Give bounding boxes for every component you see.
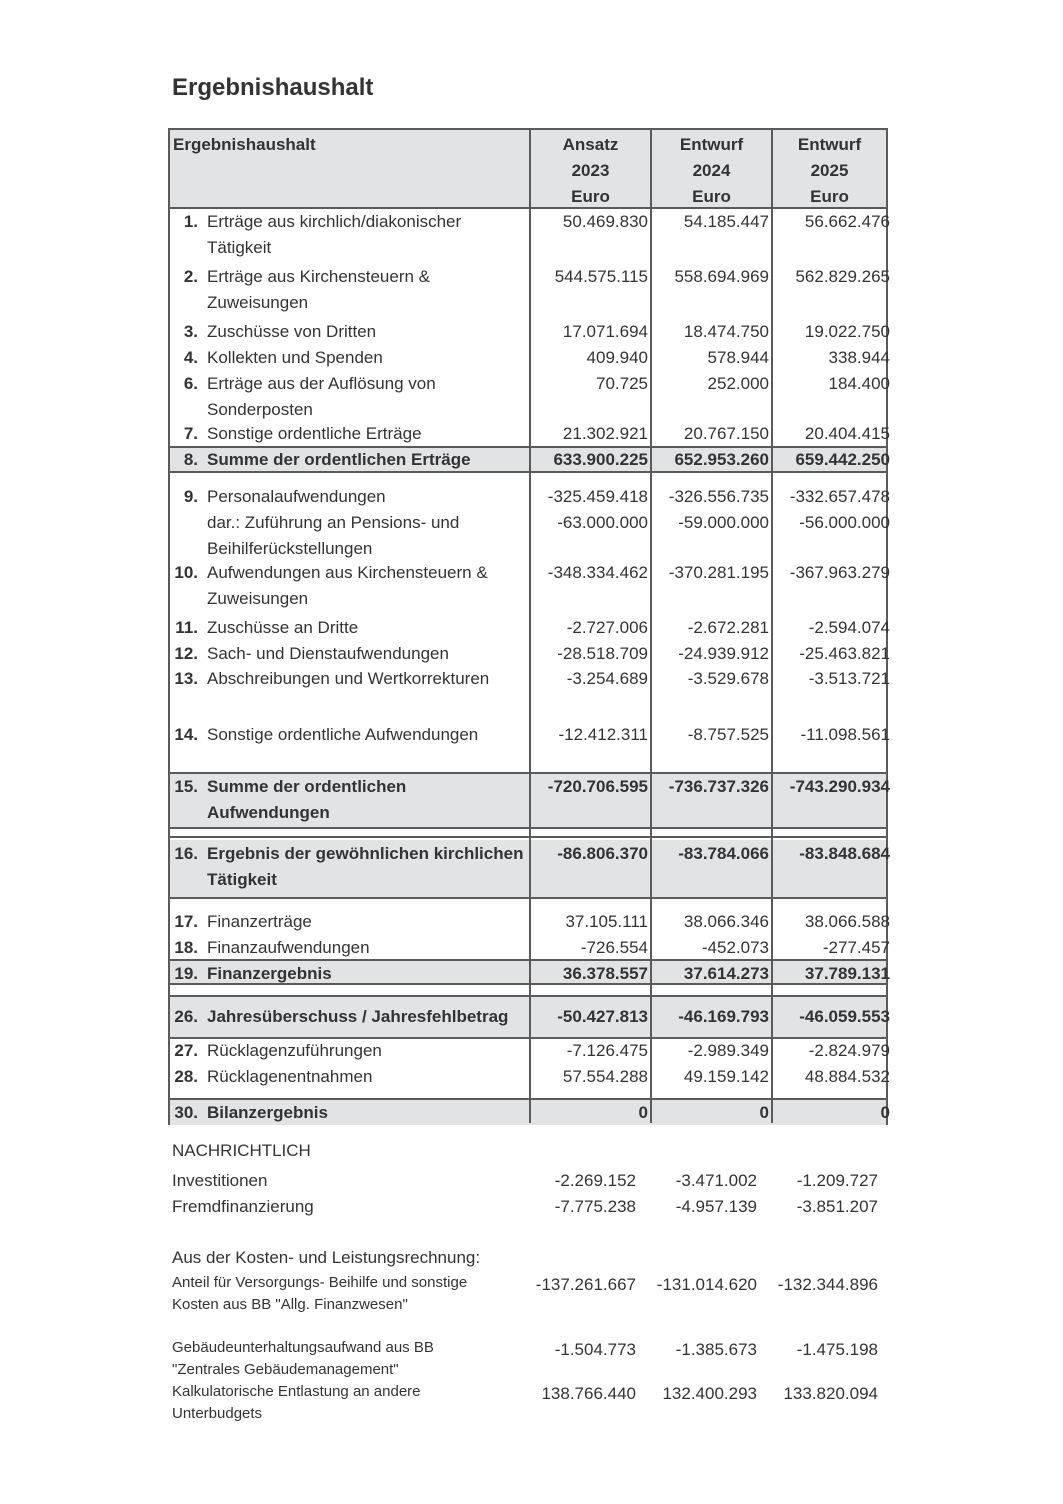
header-col-2025: Entwurf 2025 Euro [797,135,862,206]
notes-heading: NACHRICHTLICH [172,1141,311,1160]
header-col-2023: Ansatz 2023 Euro [562,135,619,206]
page-title: Ergebnishaushalt [172,74,374,101]
header-col-2024: Entwurf 2024 Euro [679,135,744,206]
result-budget-table: Ergebnishaushalt Ansatz 2023 Euro Entwurf 2024 Euro Entwurf 2025 Euro 1. Erträge aus kirchlich/diakonischer Tätigkeit 50.469.830 54.185.447 56.662.476 2. Erträge aus Kirchensteuern & Zuweisungen 544.575.115 558.694.969 562.829.265 3. Zuschüsse von Dritten 17.071.694 18.474.750 19.022.750 4. Kollekten und Spenden 409.940 578.944 338.944 6. Erträge aus der Auflösung von Sonderposten 70.725 252.000 184.400 7. Sonstige ordentliche Erträge 21.302.921 20.767.150 20.404.415 8. Summe der ordentlichen Erträge 633.900.225 652.953.260 659.442.250 9. Personalaufwendungen -325.459.418 -326.556.735 -332.657.478 dar.: Zuführung an Pensions- und Beihilferückstellungen -63.000.000 -59.000.000 -56.000.000 10. Aufwendungen aus Kirchensteuern & Zuweisungen -348.334.462 -370.281.195 -367.963.279 11. Zuschüsse an Dritte -2.727.006 -2.672.281 -2.594.074 12. Sach- und Dienstaufwendungen -28.518.709 -24.939.912 -25.463.821 13. Abschreibungen und Wertkorrekturen -3.254.689 -3.529.678 -3.513.721 14. Sonstige ordentliche Aufwendungen -12.412.311 -8.757.525 -11.098.561 15. Summe der ordentlichen Aufwendungen -720.706.595 -736.737.326 -743.290.934 16. Ergebnis der gewöhnlichen kirchlichen Tätigkeit -86.806.370 -83.784.066 -83.848.684 17. Finanzerträge 37.105.111 38.066.346 38.066.588 18. Finanzaufwendungen -726.554 -452.073 -277.457 19. Finanzergebnis 36.378.557 37.614.273 37.789.131 26. Jahresüberschuss / Jahresfehlbetrag -50.427.813 -46.169.793 -46.059.553 27. Rücklagenzuführungen -7.126.475 -2.989.349 -2.824.979 28. Rücklagenentnahmen 57.554.288 49.159.142 48.884.532 30. Bilanzergebnis 0 0 0 [168,128,888,1125]
header-label: Ergebnishaushalt [173,135,316,154]
klr-heading: Aus der Kosten- und Leistungsrechnung: [172,1248,481,1267]
